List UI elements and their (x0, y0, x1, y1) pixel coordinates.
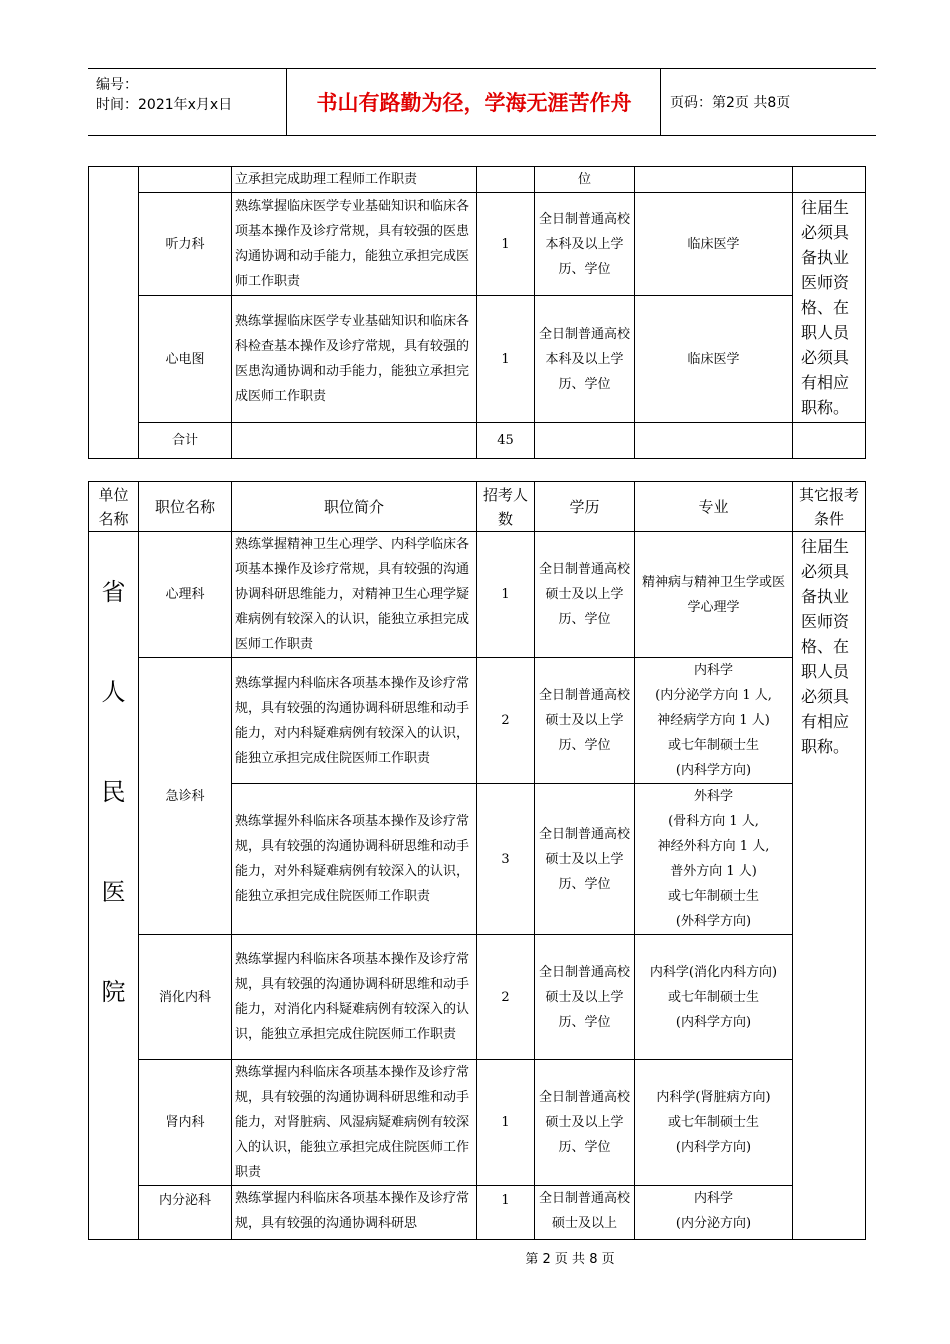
header-meta (96, 75, 232, 115)
count-cell: 1 (477, 532, 535, 658)
count-cell: 2 (477, 658, 535, 784)
footer-page-number: 第 2 页 共 8 页 (525, 1252, 615, 1267)
desc-cell: 熟练掌握临床医学专业基础知识和临床各项基本操作及诊疗常规，具有较强的医患沟通协调和动手能力，能独立承担完成医师工作职责 (232, 193, 477, 296)
major-cell: 临床医学 (635, 193, 793, 296)
major-cell (635, 167, 793, 193)
header-motto: 书山有路勤为径，学海无涯苦作舟 (316, 91, 632, 115)
count-cell: 1 (477, 296, 535, 423)
major-line: 内科学 (693, 663, 733, 678)
table-row (89, 935, 866, 1060)
major-cell (635, 1186, 793, 1240)
table-row (89, 658, 866, 784)
major-cell: 临床医学 (635, 296, 793, 423)
edu-cell: 全日制普通高校本科及以上学历、学位 (535, 296, 635, 423)
major-line: 内科学(肾脏病方向) (656, 1090, 771, 1105)
desc-cell: 立承担完成助理工程师工作职责 (232, 167, 477, 193)
major-line: (内分泌学方向 1 人, (655, 688, 772, 703)
major-line: 内科学 (693, 1191, 733, 1206)
major-cell (635, 423, 793, 459)
unit-char: 院 (101, 978, 126, 1006)
unit-char: 人 (101, 678, 126, 706)
desc-cell (232, 423, 477, 459)
dept-cell: 听力科 (139, 193, 232, 296)
major-line: 外科学 (693, 789, 733, 804)
major-line: 或七年制硕士生 (667, 889, 759, 904)
header-unit: 单位名称 (89, 482, 139, 532)
major-line: (外科学方向) (675, 914, 752, 929)
major-cell (635, 935, 793, 1060)
unit-name-cell (89, 532, 139, 1240)
dept-cell: 肾内科 (139, 1060, 232, 1186)
major-line: 普外方向 1 人) (670, 864, 757, 879)
edu-cell: 全日制普通高校硕士及以上学历、学位 (535, 935, 635, 1060)
table-row (89, 423, 866, 459)
edu-cell: 全日制普通高校硕士及以上学历、学位 (535, 658, 635, 784)
header-count: 招考人数 (477, 482, 535, 532)
count-cell: 3 (477, 784, 535, 935)
major-line: (内科学方向) (675, 1140, 752, 1155)
header-page-number: 页码：第2页 共8页 (670, 95, 791, 111)
position-table-continued (88, 166, 866, 459)
other-conditions-cell: 往届生必须具备执业医师资格、在职人员必须具有相应职称。 (793, 193, 866, 423)
major-line: (内科学方向) (675, 763, 752, 778)
desc-cell: 熟练掌握外科临床各项基本操作及诊疗常规，具有较强的沟通协调科研思维和动手能力，对外科疑难病例有较深入的认识，能独立承担完成住院医师工作职责 (232, 784, 477, 935)
edu-cell: 全日制普通高校硕士及以上学历、学位 (535, 784, 635, 935)
dept-cell: 内分泌科 (139, 1186, 232, 1240)
edu-cell: 全日制普通高校硕士及以上 (535, 1186, 635, 1240)
other-conditions-cell: 往届生必须具备执业医师资格、在职人员必须具有相应职称。 (793, 532, 866, 1240)
document-number: 编号： (96, 77, 138, 93)
major-line: (骨科方向 1 人, (668, 814, 759, 829)
table-row (89, 167, 866, 193)
major-line: 内科学(消化内科方向) (649, 964, 778, 980)
edu-cell: 全日制普通高校硕士及以上学历、学位 (535, 1060, 635, 1186)
desc-cell: 熟练掌握内科临床各项基本操作及诊疗常规，具有较强的沟通协调科研思维和动手能力，对消化内科疑难病例有较深入的认识，能独立承担完成住院医师工作职责 (232, 935, 477, 1060)
table-row (89, 193, 866, 296)
desc-cell: 熟练掌握内科临床各项基本操作及诊疗常规，具有较强的沟通协调科研思维和动手能力，对肾脏病、风湿病疑难病例有较深入的认识，能独立承担完成住院医师工作职责 (232, 1060, 477, 1186)
header-other: 其它报考条件 (793, 482, 866, 532)
major-cell (635, 1060, 793, 1186)
table-row (89, 1186, 866, 1240)
other-cell (793, 423, 866, 459)
dept-cell: 消化内科 (139, 935, 232, 1060)
unit-char: 医 (101, 878, 126, 906)
total-value-cell: 45 (477, 423, 535, 459)
header-divider (286, 69, 287, 135)
desc-cell: 熟练掌握内科临床各项基本操作及诊疗常规，具有较强的沟通协调科研思 (232, 1186, 477, 1240)
table-row (89, 532, 866, 658)
count-cell: 2 (477, 935, 535, 1060)
count-cell: 1 (477, 1060, 535, 1186)
major-line: 或七年制硕士生 (667, 989, 759, 1005)
page-footer (0, 1248, 950, 1267)
dept-cell: 心电图 (139, 296, 232, 423)
major-cell (635, 784, 793, 935)
unit-cell (89, 167, 139, 459)
major-line: (内科学方向) (675, 1014, 752, 1030)
document-time: 时间：2021年x月x日 (96, 97, 233, 113)
position-table (88, 481, 866, 1240)
edu-cell: 全日制普通高校硕士及以上学历、学位 (535, 532, 635, 658)
table-row (89, 1060, 866, 1186)
edu-cell (535, 423, 635, 459)
major-cell (635, 658, 793, 784)
major-line: 神经外科方向 1 人, (657, 839, 770, 854)
header-education: 学历 (535, 482, 635, 532)
header-intro: 职位简介 (232, 482, 477, 532)
other-cell (793, 167, 866, 193)
major-line: 或七年制硕士生 (667, 1115, 759, 1130)
major-line: (内分泌方向) (675, 1216, 752, 1231)
total-label-cell: 合计 (139, 423, 232, 459)
count-cell: 1 (477, 193, 535, 296)
header-major: 专业 (635, 482, 793, 532)
unit-char: 省 (101, 578, 126, 606)
major-cell: 精神病与精神卫生学或医学心理学 (635, 532, 793, 658)
header-divider (660, 69, 661, 135)
count-cell (477, 167, 535, 193)
header-position: 职位名称 (139, 482, 232, 532)
count-cell: 1 (477, 1186, 535, 1240)
dept-cell (139, 167, 232, 193)
edu-cell: 全日制普通高校本科及以上学历、学位 (535, 193, 635, 296)
table-header-row (89, 482, 866, 532)
desc-cell: 熟练掌握内科临床各项基本操作及诊疗常规，具有较强的沟通协调科研思维和动手能力，对内科疑难病例有较深入的认识，能独立承担完成住院医师工作职责 (232, 658, 477, 784)
dept-cell: 心理科 (139, 532, 232, 658)
major-line: 或七年制硕士生 (667, 738, 759, 753)
desc-cell: 熟练掌握临床医学专业基础知识和临床各科检查基本操作及诊疗常规，具有较强的医患沟通协调和动手能力，能独立承担完成医师工作职责 (232, 296, 477, 423)
edu-cell: 位 (535, 167, 635, 193)
page-header (88, 68, 876, 136)
dept-cell: 急诊科 (139, 658, 232, 935)
major-line: 神经病学方向 1 人) (657, 713, 770, 728)
desc-cell: 熟练掌握精神卫生心理学、内科学临床各项基本操作及诊疗常规，具有较强的沟通协调科研思维能力，对精神卫生心理学疑难病例有较深入的认识，能独立承担完成医师工作职责 (232, 532, 477, 658)
table-row (89, 296, 866, 423)
unit-char: 民 (101, 778, 126, 806)
